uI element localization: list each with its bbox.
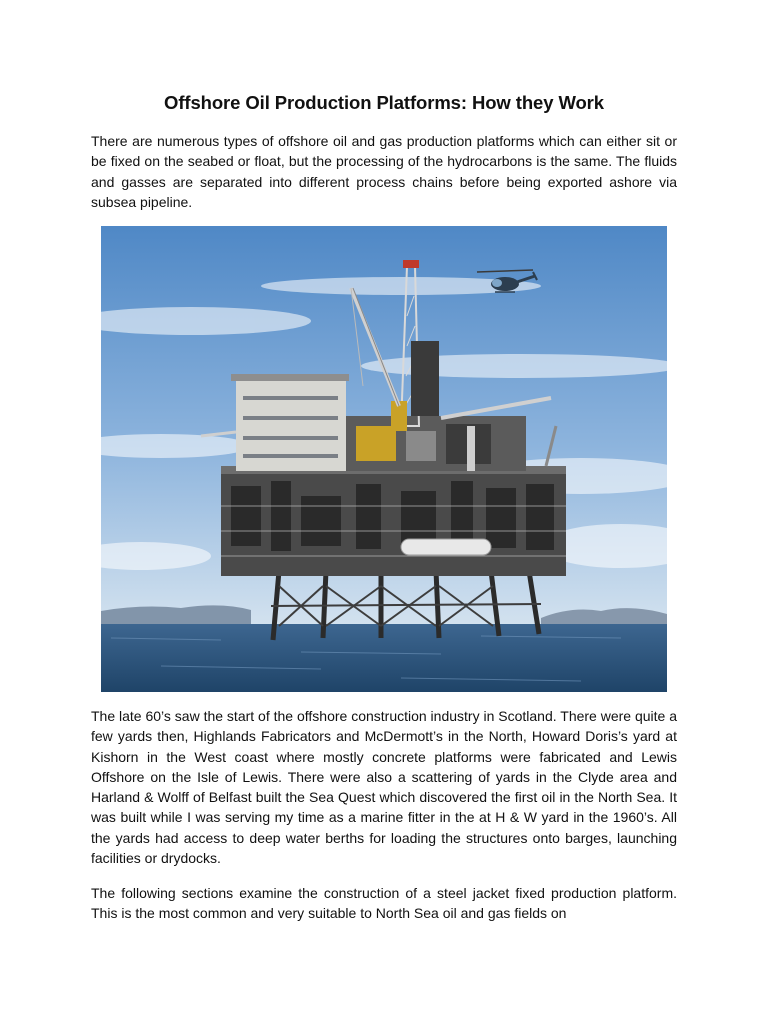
- sea: [101, 624, 667, 692]
- sections-paragraph: The following sections examine the construction of a steel jacket fixed production platform. This is the most common and very suitable to North Sea oil and gas fields on: [91, 885, 677, 922]
- intro-paragraph: There are numerous types of offshore oil and gas production platforms which can either sit or be fixed on the seabed or float, but the processing of the hydrocarbons is the same. The fluids and gasses are separated into different process chains before being exported ashore via subsea pipeline.: [91, 133, 677, 210]
- history-paragraph: The late 60’s saw the start of the offshore construction industry in Scotland. There were quite a few yards then, Highlands Fabricators and McDermott’s in the North, Howard Doris’s yard at Kishorn in the West coast where mostly concrete platforms were fabricated and Lewis Offshore on the Isle of Lewis. There were also a scattering of yards in the Clyde area and Harland & Wolff of Belfast built the Sea Quest which discovered the first oil in the North Sea. It was built while I was serving my time as a marine fitter in the at H & W yard in the 1960’s. All the yards had access to deep water berths for loading the structures onto barges, launching facilities or drydocks.: [91, 708, 677, 867]
- platform-illustration: [101, 226, 667, 692]
- page-title: Offshore Oil Production Platforms: How they Work: [164, 92, 604, 113]
- hills-left: [101, 605, 251, 626]
- platform-photo: [101, 226, 667, 692]
- pressure-vessel: [401, 539, 491, 555]
